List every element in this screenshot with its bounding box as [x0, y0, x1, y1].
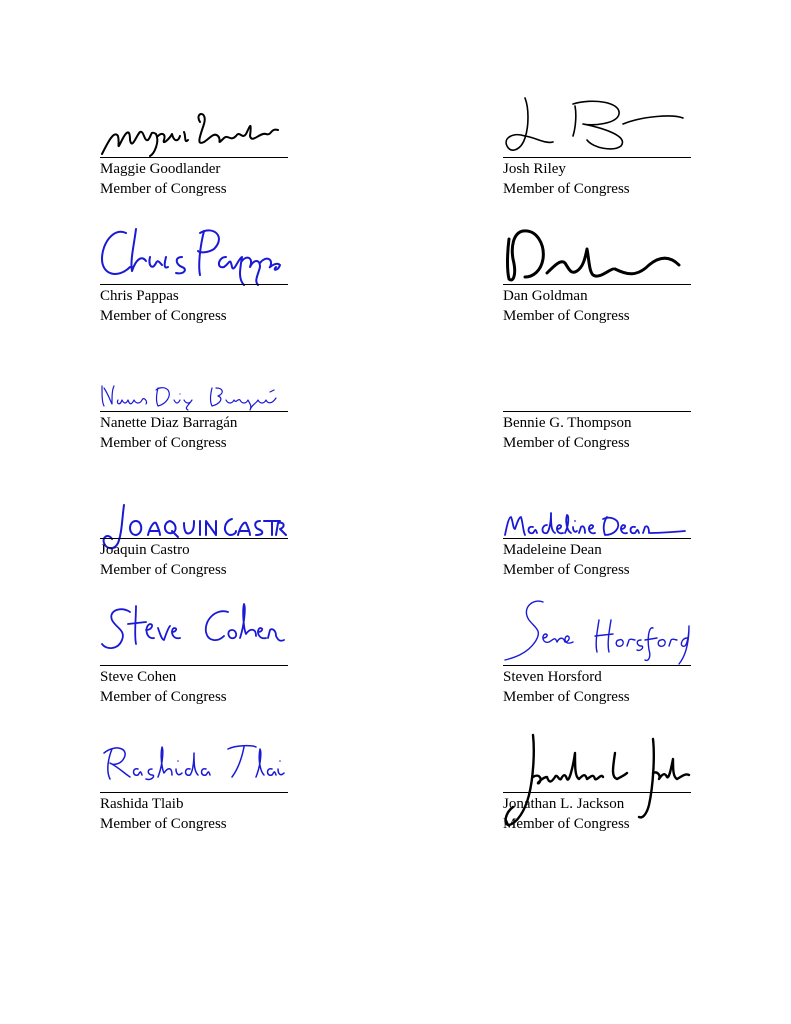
signature-riley: [503, 96, 693, 158]
signature-cohen: [100, 600, 290, 656]
signer-name: Joaquin Castro: [100, 542, 190, 558]
signer-name: Jonathan L. Jackson: [503, 796, 625, 812]
signature-block-castro: [100, 429, 288, 539]
signer-title: Member of Congress: [100, 308, 227, 324]
signer-title: Member of Congress: [503, 181, 630, 197]
signer-name: Nanette Diaz Barragán: [100, 415, 238, 431]
caption-tlaib: [100, 793, 288, 835]
signer-name: Steve Cohen: [100, 669, 177, 685]
signature-block-thompson: [503, 302, 691, 412]
signature-block-pappas: [100, 175, 288, 285]
signature-goldman: [503, 219, 693, 285]
signer-title: Member of Congress: [100, 181, 227, 197]
signer-title: Member of Congress: [100, 435, 227, 451]
signature-goodlander: [100, 92, 290, 158]
signer-title: Member of Congress: [503, 816, 630, 832]
signer-name: Rashida Tlaib: [100, 796, 184, 812]
signature-dean: [503, 511, 693, 539]
signer-name: Maggie Goodlander: [100, 161, 221, 177]
signer-title: Member of Congress: [503, 435, 630, 451]
signature-block-jackson: [503, 683, 691, 793]
signature-block-goodlander: [100, 48, 288, 158]
signature-block-barragan: [100, 302, 288, 412]
signer-title: Member of Congress: [100, 689, 227, 705]
signature-tlaib: [100, 739, 290, 783]
signature-barragan: [100, 382, 290, 412]
signer-title: Member of Congress: [503, 308, 630, 324]
signature-block-cohen: [100, 556, 288, 666]
signer-name: Madeleine Dean: [503, 542, 602, 558]
signer-name: Josh Riley: [503, 161, 566, 177]
signature-block-goldman: [503, 175, 691, 285]
signer-name: Steven Horsford: [503, 669, 602, 685]
signature-block-riley: [503, 48, 691, 158]
signer-title: Member of Congress: [503, 562, 630, 578]
signature-pappas: [100, 219, 290, 285]
caption-jackson: [503, 793, 691, 835]
signature-horsford: [503, 598, 693, 666]
signer-title: Member of Congress: [100, 562, 227, 578]
signer-name: Bennie G. Thompson: [503, 415, 632, 431]
signature-block-tlaib: [100, 683, 288, 793]
signer-name: Dan Goldman: [503, 288, 588, 304]
signer-name: Chris Pappas: [100, 288, 179, 304]
signer-title: Member of Congress: [100, 816, 227, 832]
signature-block-dean: [503, 429, 691, 539]
signer-title: Member of Congress: [503, 689, 630, 705]
signature-block-horsford: [503, 556, 691, 666]
